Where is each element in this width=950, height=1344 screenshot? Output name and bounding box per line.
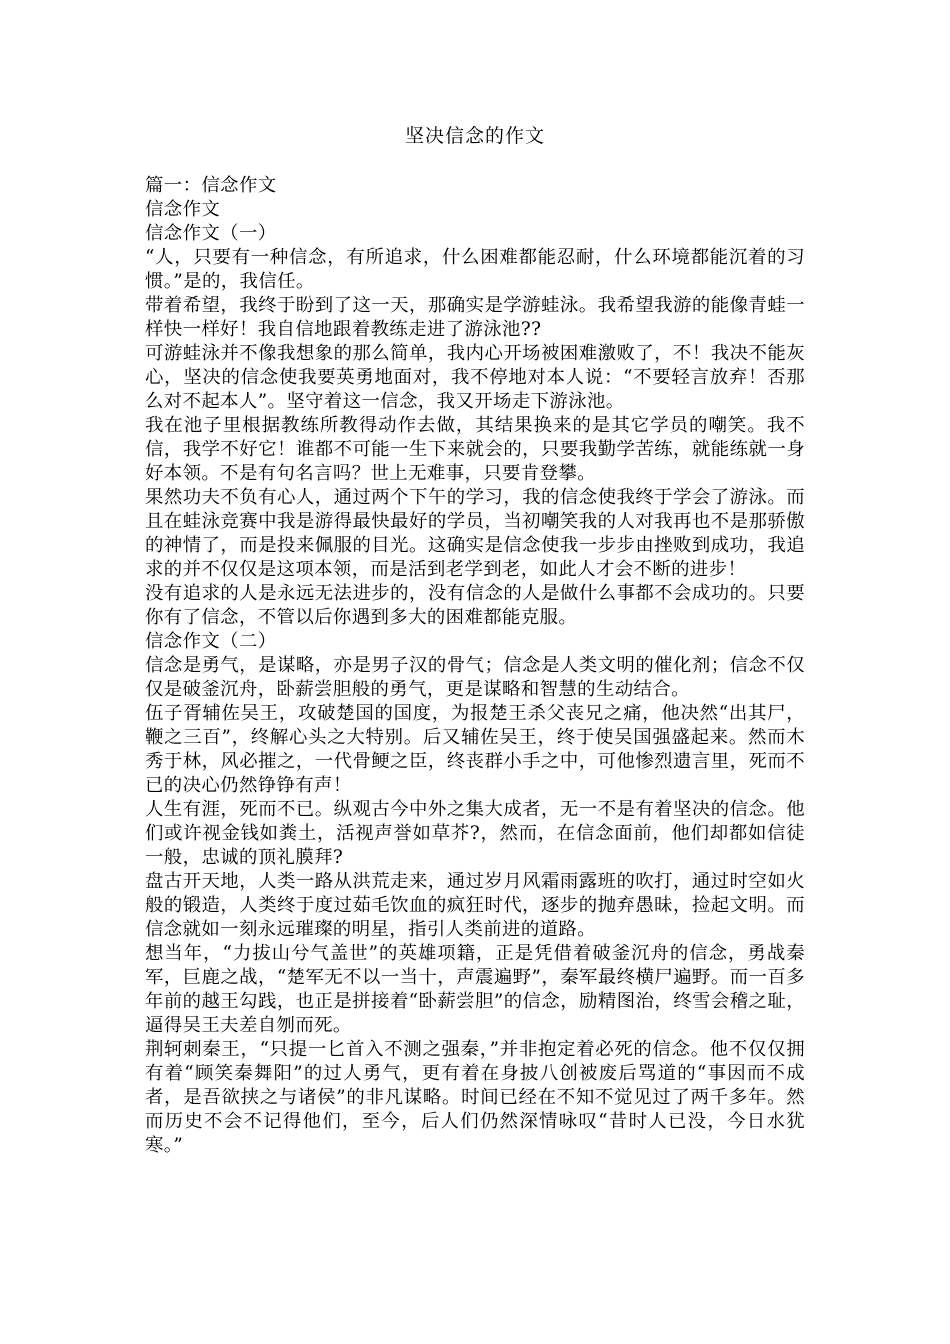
paragraph: 想当年，“力拔山兮气盖世”的英雄项籍，正是凭借着破釜沉舟的信念，勇战秦军，巨鹿之战，“楚军无不以一当十，声震遍野”，秦军最终横尸遍野。而一百多年前的越王勾践，也正是拼接着“卧薪尝胆”的信念，励精图治，终雪会稽之耻，逼得吴王夫差自刎而死。: [145, 943, 805, 1036]
paragraph: “人，只要有一种信念，有所追求，什么困难都能忍耐，什么环境都能沉着的习惯。”是的，我信任。: [145, 247, 805, 292]
paragraph: 没有追求的人是永远无法进步的，没有信念的人是做什么事都不会成功的。只要你有了信念，不管以后你遇到多大的困难都能克服。: [145, 583, 805, 628]
paragraph: 信念是勇气，是谋略，亦是男子汉的骨气；信念是人类文明的催化剂；信念不仅仅是破釜沉舟，卧薪尝胆般的勇气，更是谋略和智慧的生动结合。: [145, 655, 805, 700]
paragraph: 伍子胥辅佐吴王，攻破楚国的国度，为报楚王杀父丧兄之痛，他决然“出其尸，鞭之三百”，终解心头之大特别。后又辅佐吴王，终于使吴国强盛起来。然而木秀于林，风必摧之，一代骨鲠之臣，终丧群小手之中，可他惨烈遗言里，死而不已的决心仍然铮铮有声！: [145, 703, 805, 796]
paragraph: 盘古开天地，人类一路从洪荒走来，通过岁月风霜雨露班的吹打，通过时空如火般的锻造，人类终于度过茹毛饮血的疯狂时代，逐步的抛弃愚昧，捡起文明。而信念就如一刻永远璀璨的明星，指引人类前进的道路。: [145, 871, 805, 940]
paragraph: 可游蛙泳并不像我想象的那么简单，我内心开场被困难激败了，不！我决不能灰心，坚决的信念使我要英勇地面对，我不停地对本人说：“不要轻言放弃！否那么对不起本人”。坚守着这一信念，我又开场走下游泳池。: [145, 343, 805, 412]
document-title: 坚决信念的作文: [404, 125, 545, 147]
heading-part-one: 篇一：信念作文: [145, 175, 277, 196]
paragraph: 人生有涯，死而不已。纵观古今中外之集大成者，无一不是有着坚决的信念。他们或许视金钱如粪土，活视声誉如草芥?，然而，在信念面前，他们却都如信徒一般，忠诚的顶礼膜拜?: [145, 799, 805, 868]
heading-essay-two: 信念作文（二）: [145, 631, 277, 652]
paragraph: 带着希望，我终于盼到了这一天，那确实是学游蛙泳。我希望我游的能像青蛙一样快一样好！我自信地跟着教练走进了游泳池??: [145, 295, 805, 340]
paragraph: 荆轲刺秦王，“只提一匕首入不测之强秦，”并非抱定着必死的信念。他不仅仅拥有着“顾笑秦舞阳”的过人勇气，更有着在身披八创被废后骂道的“事因而不成者，是吾欲挟之与诸侯”的非凡谋略。时间已经在不知不觉见过了两千多年。然而历史不会不记得他们，至今，后人们仍然深情咏叹“昔时人已没，今日水犹寒。”: [145, 1039, 805, 1156]
paragraph: 我在池子里根据教练所教得动作去做，其结果换来的是其它学员的嘲笑。我不信，我学不好它！谁都不可能一生下来就会的，只要我勤学苦练，就能练就一身好本领。不是有句名言吗？世上无难事，只要肯登攀。: [145, 415, 805, 484]
heading-essay-one: 信念作文（一）: [145, 223, 277, 244]
document-body: [145, 174, 805, 1158]
heading-essay: 信念作文: [145, 199, 221, 220]
paragraph: 果然功夫不负有心人，通过两个下午的学习，我的信念使我终于学会了游泳。而且在蛙泳竞赛中我是游得最快最好的学员，当初嘲笑我的人对我再也不是那骄傲的神情了，而是投来佩服的目光。这确实是信念使我一步步由挫败到成功，我追求的并不仅仅是这项本领，而是活到老学到老，如此人才会不断的进步！: [145, 487, 805, 580]
